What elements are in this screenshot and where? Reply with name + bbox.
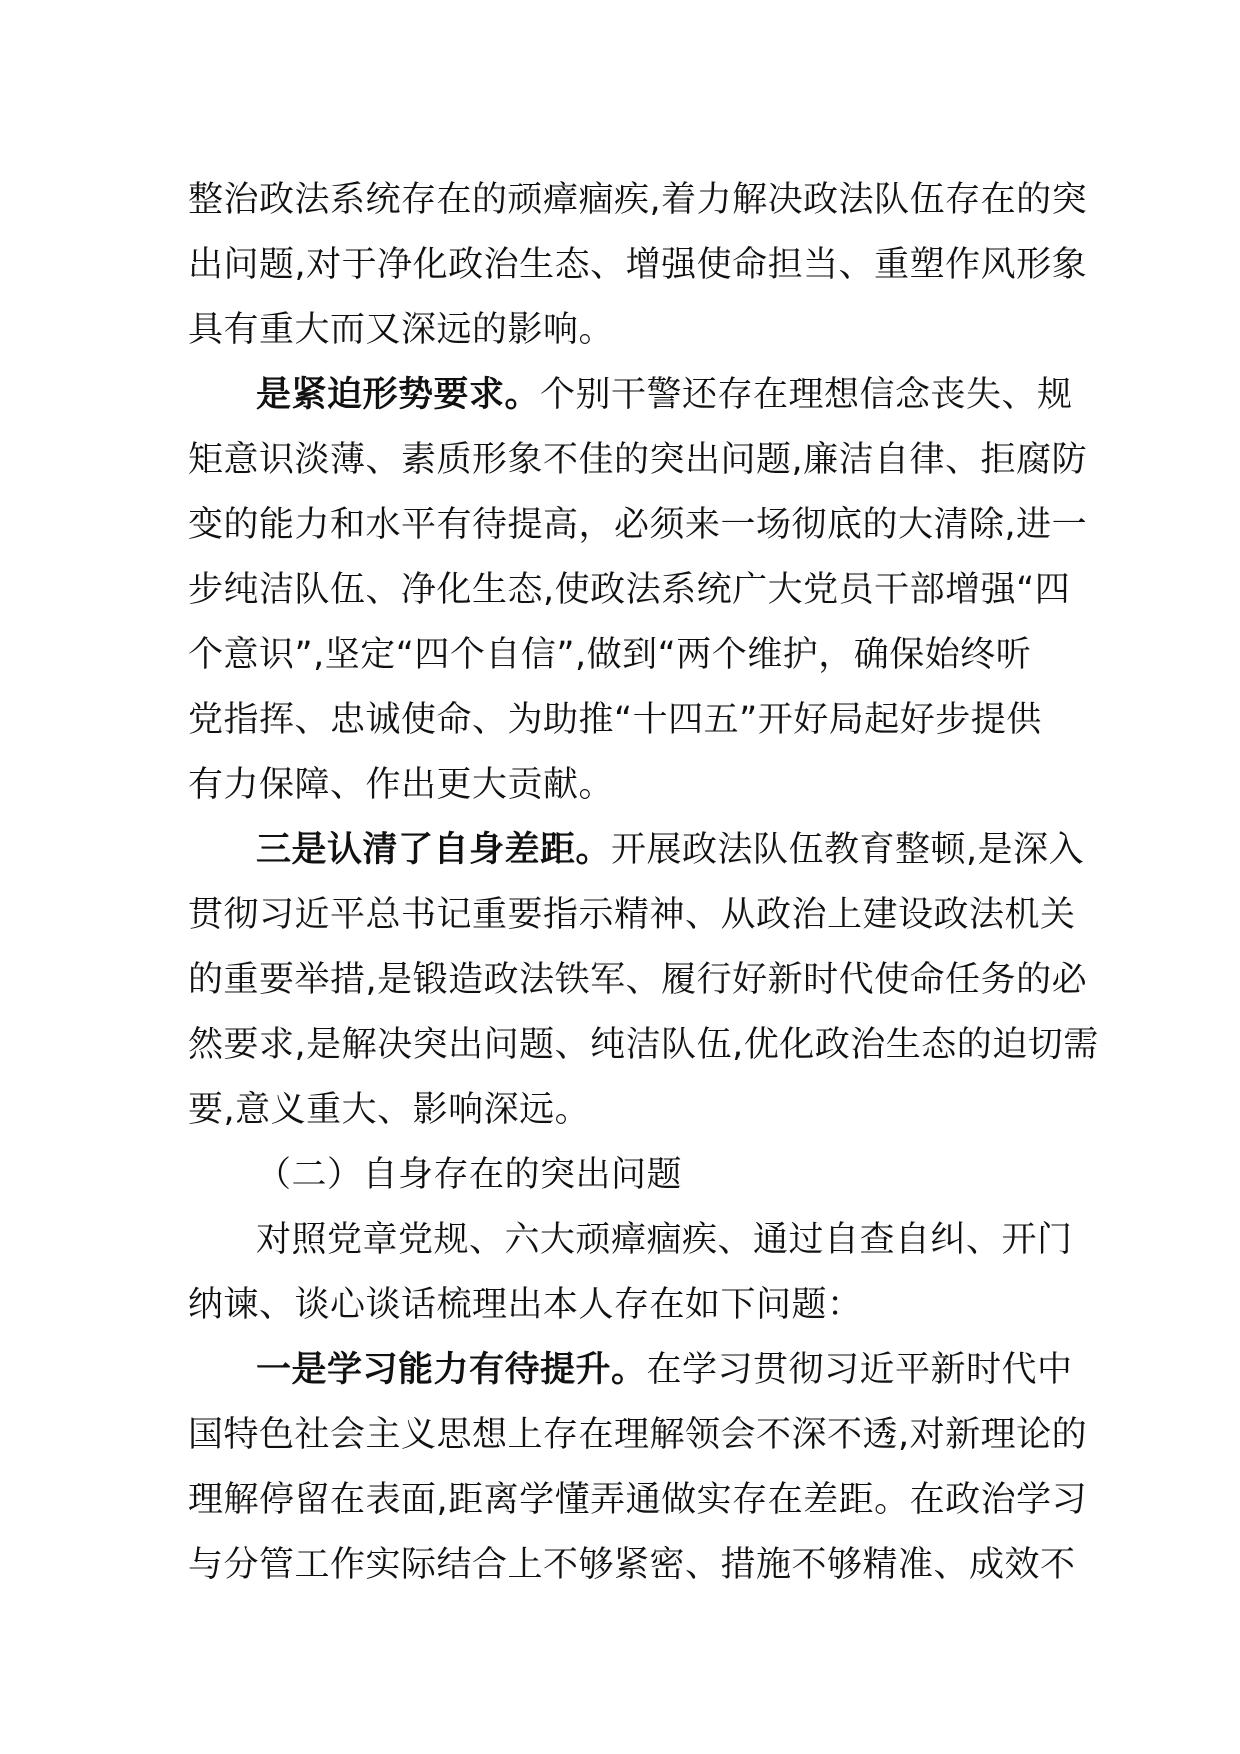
paragraph-first-line [188, 363, 1073, 428]
body-text [188, 168, 1099, 1598]
text-run: 开展政法队伍教育整顿,是深入 [611, 830, 1085, 870]
text-line: 具有重大而又深远的影响。 [188, 310, 615, 350]
text-line: 党指挥、忠诚使命、为助推“十四五”开好局起好步提供 [188, 700, 1042, 740]
text-line: 出问题,对于净化政治生态、增强使命担当、重塑作风形象 [188, 245, 1088, 285]
text-line: 与分管工作实际结合上不够紧密、措施不够精准、成效不 [188, 1545, 1076, 1585]
text-line: 国特色社会主义思想上存在理解领会不深不透,对新理论的 [188, 1415, 1088, 1455]
text-run: 个别干警还存在理想信念丧失、规 [540, 375, 1073, 415]
text-line: 对照党章党规、六大顽瘴痼疾、通过自查自纠、开门 [256, 1220, 1073, 1260]
text-line: 个意识”,坚定“四个自信”,做到“两个维护，确保始终听 [188, 635, 1032, 675]
paragraph-first-line [188, 818, 1085, 883]
text-line: 贯彻习近平总书记重要指示精神、从政治上建设政法机关 [188, 895, 1076, 935]
text-line: 步纯洁队伍、净化生态,使政法系统广大党员干部增强“四 [188, 570, 1071, 610]
text-line: 矩意识淡薄、素质形象不佳的突出问题,廉洁自律、拒腐防 [188, 440, 1088, 480]
text-line: 然要求,是解决突出问题、纯洁队伍,优化政治生态的迫切需 [188, 1025, 1099, 1065]
text-line: 的重要举措,是锻造政法铁军、履行好新时代使命任务的必 [188, 960, 1088, 1000]
paragraph-heading-gap: 三是认清了自身差距。 [256, 830, 612, 870]
text-line: 要,意义重大、影响深远。 [188, 1090, 591, 1130]
paragraph-heading-learning: 一是学习能力有待提升。 [256, 1350, 647, 1390]
text-line: 有力保障、作出更大贡献。 [188, 765, 615, 805]
text-line: 理解停留在表面,距离学懂弄通做实存在差距。在政治学习 [188, 1480, 1088, 1520]
text-line: 变的能力和水平有待提高，必须来一场彻底的大清除,进一 [188, 505, 1088, 545]
paragraph-heading-urgent: 是紧迫形势要求。 [256, 375, 541, 415]
text-run: 在学习贯彻习近平新时代中 [646, 1350, 1073, 1390]
text-line: 纳谏、谈心谈话梳理出本人存在如下问题： [188, 1285, 863, 1325]
paragraph-first-line [188, 1338, 1073, 1403]
text-line: 整治政法系统存在的顽瘴痼疾,着力解决政法队伍存在的突 [188, 180, 1088, 220]
section-heading: （二）自身存在的突出问题 [256, 1155, 683, 1195]
